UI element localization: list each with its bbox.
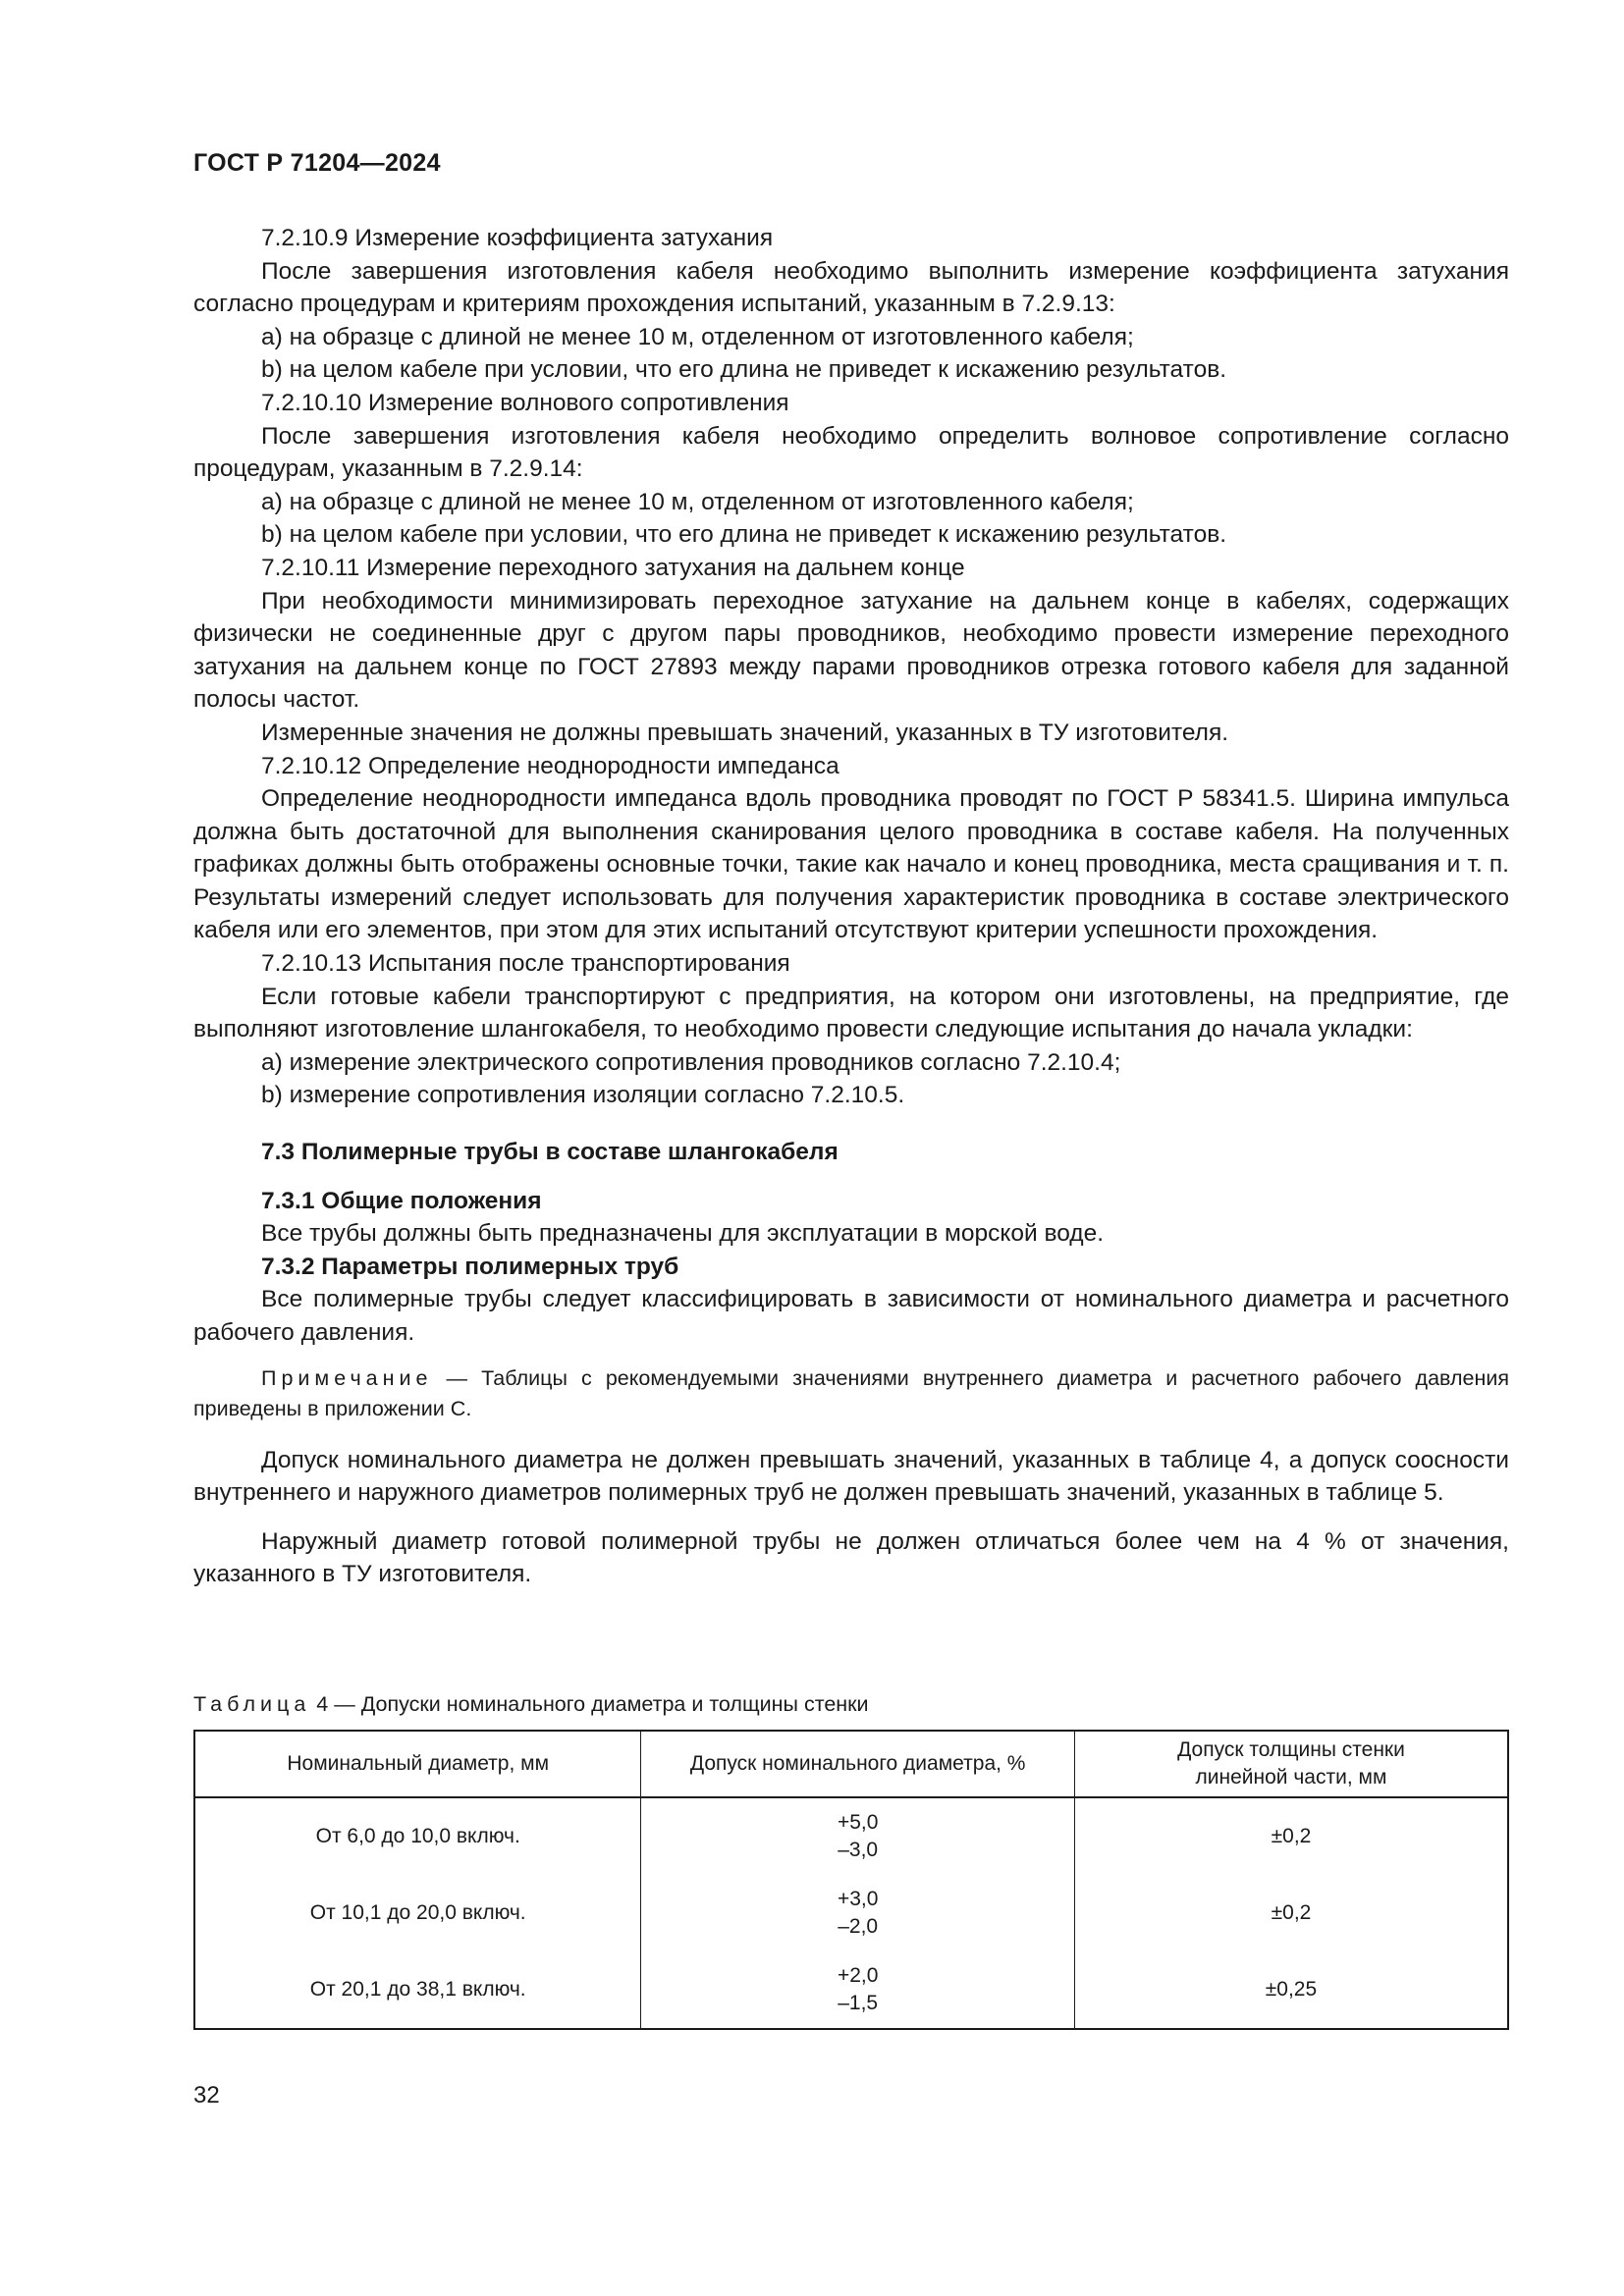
page-number: 32 [193, 2082, 220, 2109]
note-label: Примечание [261, 1365, 433, 1390]
paragraph: a) измерение электрического сопротивления проводников согласно 7.2.10.4; [261, 1048, 1121, 1076]
cell-tolerance [641, 1797, 1075, 1875]
cell-diameter: От 20,1 до 38,1 включ. [194, 1951, 641, 2029]
paragraph: После завершения изготовления кабеля необходимо определить волновое сопротивление согласно процедурам, указанным в 7.2.9.14: [193, 422, 1509, 483]
paragraph: 7.2.10.9 Измерение коэффициента затухания [261, 225, 774, 251]
table-row [194, 1951, 1508, 2029]
document-header: ГОСТ Р 71204—2024 [193, 149, 441, 177]
paragraph: Все трубы должны быть предназначены для эксплуатации в морской воде. [261, 1220, 1105, 1248]
paragraph: При необходимости минимизировать переходное затухание на дальнем конце в кабелях, содержащих физически не соединенные друг с другом пары проводников, необходимо провести измерение переходного затухания на дальнем конце по ГОСТ 27893 между парами проводников отрезка готового кабеля для заданной полосы частот. [193, 587, 1509, 714]
paragraph: Измеренные значения не должны превышать значений, указанных в ТУ изготовителя. [261, 719, 1229, 746]
body-text [193, 222, 1509, 1591]
table-caption-text: 4 — Допуски номинального диаметра и толщины стенки [310, 1692, 869, 1716]
paragraph: Все полимерные трубы следует классифицировать в зависимости от номинального диаметра и расчетного рабочего давления. [193, 1286, 1509, 1346]
paragraph: Наружный диаметр готовой полимерной трубы не должен отличаться более чем на 4 % от значения, указанного в ТУ изготовителя. [193, 1527, 1509, 1588]
cell-wall: ±0,2 [1074, 1875, 1508, 1951]
cell-tolerance [641, 1951, 1075, 2029]
paragraph: После завершения изготовления кабеля необходимо выполнить измерение коэффициента затухания согласно процедурам и критериям прохождения испытаний, указанным в 7.2.9.13: [193, 257, 1509, 318]
table-row [194, 1797, 1508, 1875]
table-row [194, 1875, 1508, 1951]
note-text: — Таблицы с рекомендуемыми значениями внутреннего диаметра и расчетного рабочего давления приведены в приложении С. [193, 1365, 1509, 1420]
tolerance-table [193, 1730, 1509, 2030]
cell-wall: ±0,2 [1074, 1797, 1508, 1875]
tolerance-plus: +5,0 [837, 1811, 879, 1834]
subsection-heading: 7.3.2 Параметры полимерных труб [261, 1253, 679, 1280]
paragraph: 7.2.10.10 Измерение волнового сопротивления [261, 389, 789, 416]
header-nominal-diameter: Номинальный диаметр, мм [194, 1731, 641, 1797]
note [193, 1363, 1509, 1424]
cell-diameter: От 6,0 до 10,0 включ. [194, 1797, 641, 1875]
table-caption-label: Таблица [193, 1692, 311, 1716]
header-diameter-tolerance: Допуск номинального диаметра, % [641, 1731, 1075, 1797]
paragraph: 7.2.10.11 Измерение переходного затухания на дальнем конце [261, 554, 965, 581]
header-wall-line-1: Допуск толщины стенки [1177, 1738, 1405, 1761]
tolerance-minus: –3,0 [838, 1839, 879, 1861]
cell-diameter: От 10,1 до 20,0 включ. [194, 1875, 641, 1951]
paragraph: Определение неоднородности импеданса вдоль проводника проводят по ГОСТ Р 58341.5. Ширина импульса должна быть достаточной для выполнения сканирования целого проводника в составе кабеля. На полученных графиках должны быть отображены основные точки, такие как начало и конец проводника, места сращивания и т. п. Результаты измерений следует использовать для получения характеристик проводника в составе электрического кабеля или его элементов, при этом для этих испытаний отсутствуют критерии успешности прохождения. [193, 785, 1509, 944]
paragraph: 7.2.10.12 Определение неоднородности импеданса [261, 752, 839, 779]
paragraph: b) на целом кабеле при условии, что его длина не приведет к искажению результатов. [261, 521, 1227, 549]
subsection-heading: 7.3.1 Общие положения [261, 1187, 542, 1214]
paragraph: b) измерение сопротивления изоляции согласно 7.2.10.5. [261, 1082, 905, 1109]
paragraph: a) на образце с длиной не менее 10 м, отделенном от изготовленного кабеля; [261, 323, 1134, 350]
tolerance-minus: –2,0 [838, 1915, 879, 1938]
table-caption [193, 1689, 869, 1720]
tolerance-minus: –1,5 [838, 1992, 879, 2014]
tolerance-plus: +3,0 [837, 1888, 879, 1910]
table-header-row [194, 1731, 1508, 1797]
cell-wall: ±0,25 [1074, 1951, 1508, 2029]
paragraph: b) на целом кабеле при условии, что его длина не приведет к искажению результатов. [261, 356, 1227, 384]
tolerance-plus: +2,0 [837, 1964, 879, 1987]
paragraph: Если готовые кабели транспортируют с предприятия, на котором они изготовлены, на предприятие, где выполняют изготовление шлангокабеля, то необходимо провести следующие испытания до начала укладки: [193, 983, 1509, 1043]
header-wall-tolerance [1074, 1731, 1508, 1797]
paragraph: a) на образце с длиной не менее 10 м, отделенном от изготовленного кабеля; [261, 488, 1134, 515]
cell-tolerance [641, 1875, 1075, 1951]
paragraph: 7.2.10.13 Испытания после транспортирования [261, 950, 790, 978]
paragraph: Допуск номинального диаметра не должен превышать значений, указанных в таблице 4, а допуск соосности внутреннего и наружного диаметров полимерных труб не должен превышать значений, указанных в таблице 5. [193, 1446, 1509, 1507]
section-heading: 7.3 Полимерные трубы в составе шлангокабеля [261, 1139, 839, 1166]
header-wall-line-2: линейной части, мм [1195, 1766, 1387, 1789]
